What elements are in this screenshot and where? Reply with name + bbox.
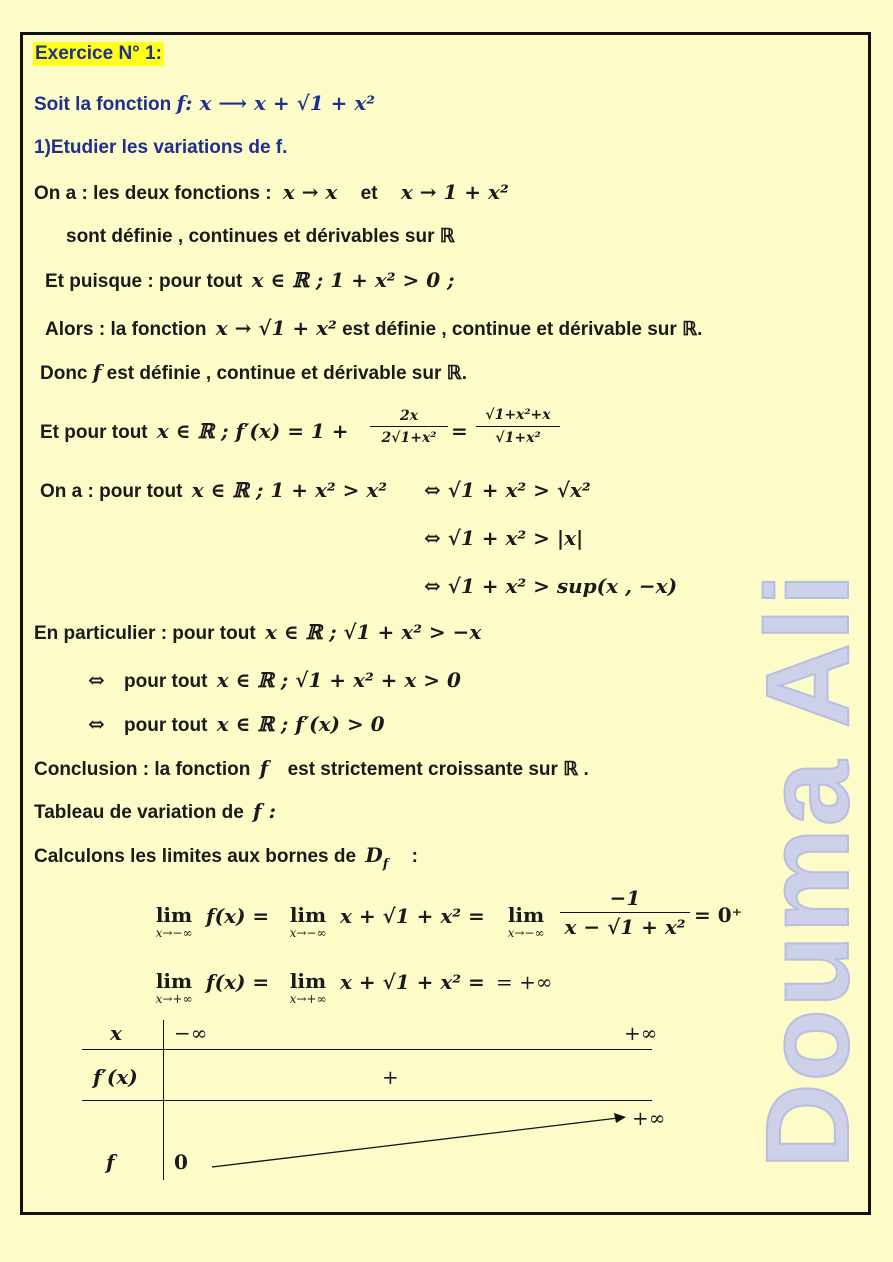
limit-4-word: lim — [155, 969, 193, 993]
line-9-rhs-math: ⇔ √1 + x² > sup(x , −x) — [424, 574, 678, 598]
limit-5-sub: x→+∞ — [289, 992, 327, 1006]
line-7-rhs-math: ⇔ √1 + x² > √x² — [424, 478, 591, 502]
line-5-a: Donc — [40, 363, 88, 384]
line-6-equals: = — [451, 419, 468, 443]
line-15-d: D — [365, 843, 383, 867]
limit-fraction-den: x − √1 + x² — [564, 915, 686, 939]
line-14-a: Tableau de variation de — [34, 802, 244, 823]
line-4-math: x → √1 + x² — [215, 316, 337, 340]
line-7-label: On a : pour tout — [40, 481, 183, 502]
limit-2-word: lim — [289, 903, 327, 927]
line-15-colon: : — [411, 846, 418, 867]
line-11-label: pour tout — [124, 671, 208, 692]
line-14-f: f : — [253, 799, 276, 823]
limit-result-minus: = 0⁺ — [694, 903, 743, 927]
limit-1-word: lim — [155, 903, 193, 927]
limit-result-plus: = +∞ — [496, 970, 553, 994]
line-3-label: Et puisque : pour tout — [45, 271, 243, 292]
line-3-math: x ∈ ℝ ; 1 + x² > 0 ; — [251, 268, 455, 292]
table-f-left: 0 — [174, 1150, 188, 1174]
fraction-2-den: √1+x² — [495, 430, 541, 446]
limit-5-expr: x + √1 + x² = — [340, 970, 485, 994]
table-row-fprime-label: f′(x) — [93, 1065, 138, 1089]
line-5-f: f — [92, 360, 102, 384]
line-7-math: x ∈ ℝ ; 1 + x² > x² — [191, 478, 387, 502]
increase-arrow-head — [614, 1113, 626, 1123]
limit-4-sub: x→+∞ — [155, 992, 193, 1006]
table-row-x-label: x — [110, 1021, 122, 1045]
limit-fraction-num: −1 — [560, 884, 690, 913]
limit-2-expr: x + √1 + x² = — [340, 904, 485, 928]
intro-formula: f: x ⟶ x + √1 + x² — [176, 91, 376, 115]
increase-arrow-line — [212, 1118, 618, 1167]
question-1: 1)Etudier les variations de f. — [34, 137, 288, 158]
line-13-b: est strictement croissante sur ℝ . — [287, 759, 589, 780]
table-sign: + — [382, 1065, 399, 1089]
line-15-a: Calculons les limites aux bornes de — [34, 846, 357, 867]
line-5-b: est définie , continue et dérivable sur ℝ. — [106, 363, 467, 384]
line-11-arrow: ⇔ — [88, 668, 105, 692]
line-10-math: x ∈ ℝ ; √1 + x² > −x — [264, 620, 482, 644]
intro-label: Soit la fonction — [34, 94, 172, 115]
limit-2-sub: x→−∞ — [289, 926, 327, 940]
line-12-arrow: ⇔ — [88, 712, 105, 736]
line-2: sont définie , continues et dérivables sur ℝ — [66, 226, 455, 247]
limit-5-word: lim — [289, 969, 327, 993]
exercise-title: Exercice N° 1: — [35, 43, 162, 64]
line-10-label: En particulier : pour tout — [34, 623, 256, 644]
line-8-rhs-math: ⇔ √1 + x² > |x| — [424, 526, 584, 550]
line-15-sub: f — [382, 857, 389, 872]
table-x-left: −∞ — [174, 1021, 208, 1045]
line-4-label: Alors : la fonction — [45, 319, 207, 340]
line-1-function-1: x → x — [282, 180, 338, 204]
limit-4-fx: f(x) = — [206, 970, 270, 994]
table-f-right: +∞ — [632, 1106, 666, 1130]
line-11-math: x ∈ ℝ ; √1 + x² + x > 0 — [216, 668, 461, 692]
line-1-et: et — [360, 183, 378, 204]
limit-3-word: lim — [507, 903, 545, 927]
table-x-right: +∞ — [624, 1021, 658, 1045]
line-6-label: Et pour tout — [40, 422, 148, 443]
watermark: Douma Ali — [742, 571, 874, 1169]
fraction-2-num: √1+x²+x — [476, 404, 560, 427]
line-13-a: Conclusion : la fonction — [34, 759, 251, 780]
line-12-label: pour tout — [124, 715, 208, 736]
line-13-f: f — [259, 756, 269, 780]
limit-3-sub: x→−∞ — [507, 926, 545, 940]
fraction-1-num: 2x — [370, 406, 448, 427]
line-12-math: x ∈ ℝ ; f′(x) > 0 — [216, 712, 385, 736]
fraction-1-den: 2√1+x² — [381, 430, 437, 446]
line-6-math: x ∈ ℝ ; f′(x) = 1 + — [156, 419, 349, 443]
line-1-label: On a : les deux fonctions : — [34, 183, 272, 204]
line-1-function-2: x → 1 + x² — [400, 180, 509, 204]
table-row-f-label: f — [106, 1150, 115, 1174]
line-4-rest: est définie , continue et dérivable sur ℝ. — [342, 319, 703, 340]
limit-1-fx: f(x) = — [206, 904, 270, 928]
limit-1-sub: x→−∞ — [155, 926, 193, 940]
